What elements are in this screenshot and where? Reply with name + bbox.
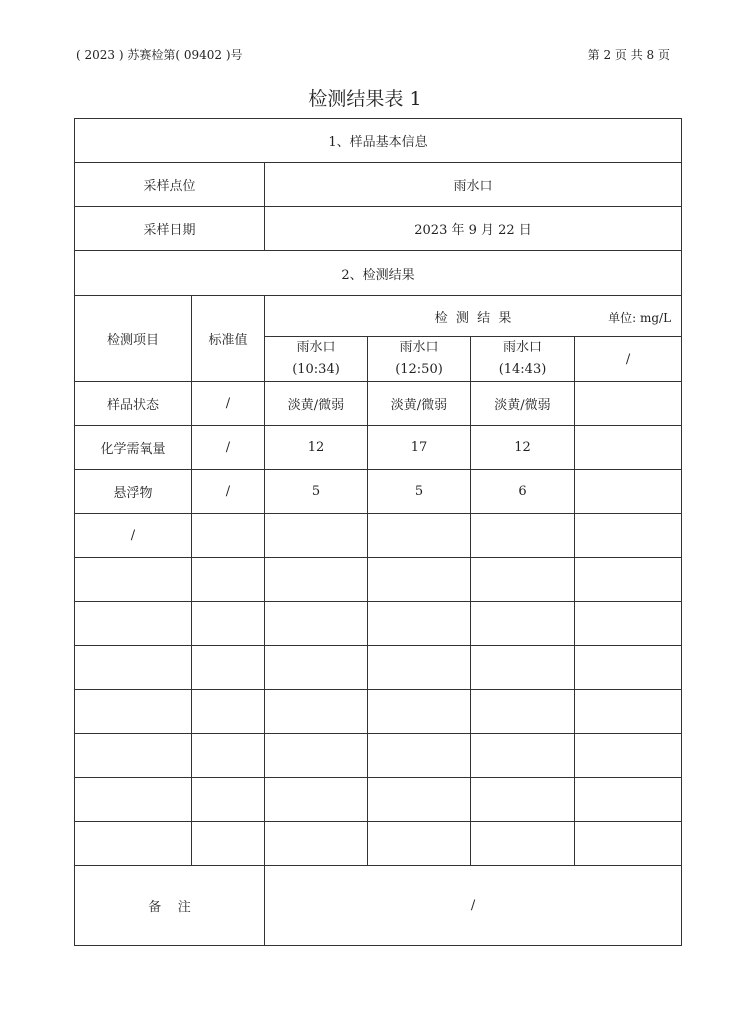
empty-row	[75, 646, 682, 690]
result-header	[265, 296, 682, 337]
page-number: 第 2 页 共 8 页	[587, 48, 670, 62]
standard-cell: /	[192, 426, 265, 470]
point-header-2: 雨水口 (12:50)	[368, 337, 471, 382]
result-cell: 淡黄/微弱	[265, 382, 368, 426]
empty-cell	[575, 646, 682, 690]
remarks-value: /	[265, 866, 682, 946]
result-cell: 12	[471, 426, 575, 470]
empty-row	[75, 602, 682, 646]
empty-cell	[471, 778, 575, 822]
empty-cell	[575, 734, 682, 778]
result-cell	[575, 514, 682, 558]
table-row	[75, 382, 682, 426]
result-cell	[575, 382, 682, 426]
sampling-point-label: 采样点位	[75, 163, 265, 207]
empty-cell	[471, 822, 575, 866]
result-cell	[471, 514, 575, 558]
col-header-item: 检测项目	[75, 296, 192, 382]
result-cell: 5	[265, 470, 368, 514]
result-cell: 淡黄/微弱	[471, 382, 575, 426]
point-header-4: /	[575, 337, 682, 382]
empty-row	[75, 822, 682, 866]
result-cell: 12	[265, 426, 368, 470]
empty-cell	[575, 690, 682, 734]
result-cell: 淡黄/微弱	[368, 382, 471, 426]
result-cell: 17	[368, 426, 471, 470]
result-title: 检 测 结 果	[434, 310, 512, 326]
empty-cell	[192, 822, 265, 866]
empty-cell	[265, 646, 368, 690]
item-cell: 样品状态	[75, 382, 192, 426]
empty-cell	[575, 558, 682, 602]
empty-cell	[265, 690, 368, 734]
empty-cell	[575, 822, 682, 866]
empty-cell	[368, 778, 471, 822]
empty-cell	[192, 646, 265, 690]
empty-cell	[575, 778, 682, 822]
table-row	[75, 426, 682, 470]
empty-cell	[265, 558, 368, 602]
remarks-row	[75, 866, 682, 946]
item-cell: /	[75, 514, 192, 558]
unit-label: 单位: mg/L	[608, 311, 672, 325]
empty-cell	[368, 646, 471, 690]
empty-cell	[368, 734, 471, 778]
section1-heading: 1、样品基本信息	[75, 119, 682, 163]
report-number: ( 2023 ) 苏赛检第( 09402 )号	[76, 48, 243, 62]
empty-cell	[192, 602, 265, 646]
empty-cell	[368, 690, 471, 734]
sampling-date-label: 采样日期	[75, 207, 265, 251]
empty-cell	[192, 558, 265, 602]
result-cell	[265, 514, 368, 558]
empty-cell	[192, 778, 265, 822]
empty-cell	[75, 558, 192, 602]
empty-cell	[265, 778, 368, 822]
result-cell	[575, 426, 682, 470]
standard-cell: /	[192, 470, 265, 514]
empty-cell	[368, 602, 471, 646]
table-row	[75, 470, 682, 514]
remarks-label: 备 注	[75, 866, 265, 946]
empty-cell	[368, 558, 471, 602]
empty-cell	[471, 690, 575, 734]
standard-cell	[192, 514, 265, 558]
empty-cell	[75, 778, 192, 822]
section2-heading: 2、检测结果	[75, 251, 682, 296]
empty-row	[75, 778, 682, 822]
empty-cell	[471, 602, 575, 646]
empty-cell	[368, 822, 471, 866]
empty-cell	[75, 690, 192, 734]
sampling-date-value: 2023 年 9 月 22 日	[265, 207, 682, 251]
empty-cell	[75, 646, 192, 690]
empty-cell	[75, 734, 192, 778]
empty-row	[75, 558, 682, 602]
empty-row	[75, 690, 682, 734]
point-header-1: 雨水口 (10:34)	[265, 337, 368, 382]
standard-cell: /	[192, 382, 265, 426]
empty-cell	[192, 690, 265, 734]
empty-row	[75, 734, 682, 778]
empty-cell	[75, 602, 192, 646]
result-cell: 5	[368, 470, 471, 514]
col-header-standard: 标准值	[192, 296, 265, 382]
item-cell: 悬浮物	[75, 470, 192, 514]
result-cell	[368, 514, 471, 558]
empty-cell	[265, 822, 368, 866]
empty-cell	[575, 602, 682, 646]
page-title: 检测结果表 1	[308, 88, 422, 110]
result-cell	[575, 470, 682, 514]
empty-cell	[75, 822, 192, 866]
item-cell: 化学需氧量	[75, 426, 192, 470]
empty-cell	[265, 734, 368, 778]
empty-cell	[471, 646, 575, 690]
table-row	[75, 514, 682, 558]
empty-cell	[192, 734, 265, 778]
result-cell: 6	[471, 470, 575, 514]
empty-cell	[471, 558, 575, 602]
sampling-point-value: 雨水口	[265, 163, 682, 207]
point-header-3: 雨水口 (14:43)	[471, 337, 575, 382]
empty-cell	[471, 734, 575, 778]
results-table	[74, 118, 682, 946]
empty-cell	[265, 602, 368, 646]
